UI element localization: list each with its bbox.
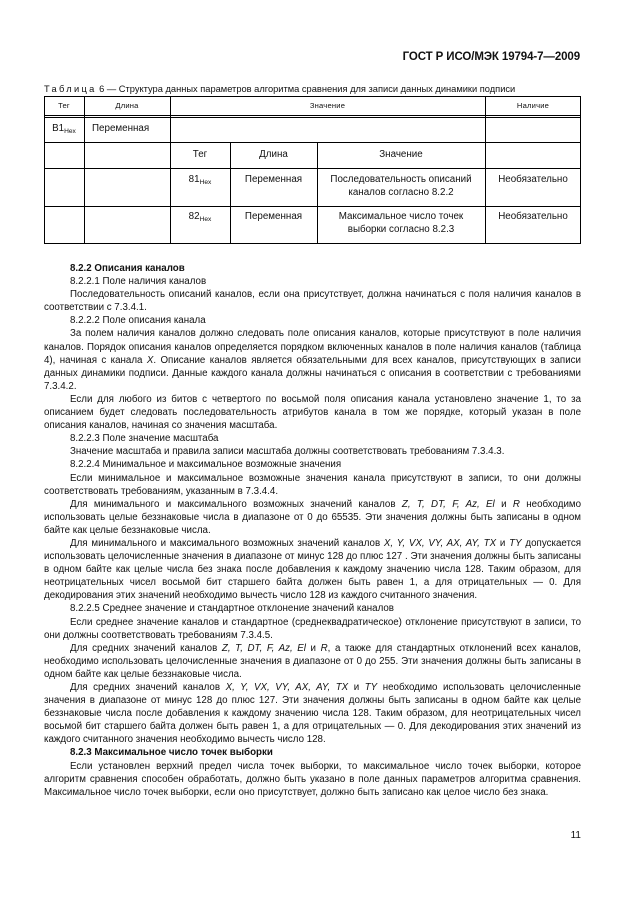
nested-header-tag: Тег	[192, 149, 208, 160]
table-caption-prefix: Таблица	[44, 84, 97, 94]
paragraph: Для минимального и максимального возможных значений каналов X, Y, VX, VY, AX, AY, TX и TY допускается использовать целочисленные значения в диапазоне от минус 128 до плюс 127 . Эти значения должны быть записаны в одном байте как целые числа без знака после добавления к каждому значению числа 128. Таким образом, для неотрицательных чисел восьмой бит старшего байта должен быть равен 1, а для отрицательных — 0. Для декодирования этих значений необходимо вычесть число 128 из каждого считанного значения.	[44, 537, 581, 602]
table-caption-number: 6	[99, 84, 105, 94]
subsection-heading-8-2-2-5: 8.2.2.5 Среднее значение и стандартное отклонение значений каналов	[70, 603, 394, 615]
paragraph: Для минимального и максимального возможных значений каналов Z, T, DT, F, Az, El и R необходимо использовать целые беззнаковые числа в диапазоне от 0 до 65535. Эти значения должны быть записаны в одном байте как целые беззнаковые числа.	[44, 498, 582, 536]
document-body	[44, 262, 581, 799]
nested-header-value: Значение	[379, 149, 423, 160]
paragraph: Для средних значений каналов Z, T, DT, F, Az, El и R, а также для стандартных отклонений всех каналов, необходимо использовать целочисленные значения в диапазоне от 0 до 255. Эти значения должны быть записаны в одном байте как целые беззнаковые числа.	[44, 642, 581, 680]
column-header-length: Длина	[115, 101, 139, 110]
nested-row-tag: $81_{Hex}$	[188, 174, 212, 186]
data-structure-table	[44, 96, 581, 244]
nested-row-presence: Необязательно	[498, 174, 568, 185]
subsection-heading-8-2-2-1: 8.2.2.1 Поле наличия каналов	[70, 276, 207, 288]
subsection-heading-8-2-2-2: 8.2.2.2 Поле описания канала	[70, 315, 206, 327]
paragraph: Значение масштаба и правила записи масштаба должны соответствовать требованиям 7.3.4.3.	[70, 446, 505, 458]
table-row-tag: $B1_{Hex}$	[52, 123, 76, 135]
column-header-tag: Тег	[58, 101, 70, 110]
paragraph: Если установлен верхний предел числа точек выборки, то максимальное число точек выборки, которое алгоритм сравнения способен обработать, должно быть указано в поле данных параметров алгоритма сравнения. Максимальное число точек выборки, если оно присутствует, должно быть записано как целое число без знака.	[44, 760, 581, 798]
subsection-heading-8-2-2-3: 8.2.2.3 Поле значение масштаба	[70, 433, 219, 445]
paragraph: Последовательность описаний каналов, если она присутствует, должна начинаться с поля наличия каналов в соответствии с 7.3.4.1.	[44, 289, 581, 314]
page-number: 11	[570, 830, 581, 841]
nested-row-presence: Необязательно	[498, 211, 568, 222]
nested-row-length: Переменная	[244, 211, 303, 222]
nested-row-length: Переменная	[244, 174, 303, 185]
nested-header-length: Длина	[259, 149, 288, 160]
table-row-length: Переменная	[92, 123, 150, 134]
column-header-presence: Наличие	[516, 101, 550, 110]
table-caption-text: — Структура данных параметров алгоритма сравнения для записи данных динамики подписи	[104, 84, 516, 94]
paragraph: Для средних значений каналов X, Y, VX, VY, AX, AY, TX и TY необходимо использовать целочисленные значения в диапазоне от минус 128 до плюс 127. Эти значения должны быть записаны в одном байте как целые беззнаковые числа после добавления к каждому значению числа 128. Таким образом, для неотрицательных чисел восьмой бит старшего байта должен быть равен 1, а для отрицательных — 0. Для декодирования этих значений из каждого считанного значения необходимо вычесть число 128.	[44, 682, 581, 746]
table-caption	[44, 84, 515, 94]
paragraph: Если минимальное и максимальное возможные значения канала присутствуют в записи, то они должны соответствовать требованиям, указанным в 7.3.4.4.	[44, 472, 581, 497]
paragraph: Если среднее значение каналов и стандартное (среднеквадратическое) отклонение присутствуют в записи, то они должны соответствовать требованиям 7.3.4.5.	[44, 616, 581, 641]
nested-row-value: Максимальное число точек выборки согласно 8.2.3	[338, 211, 464, 235]
section-heading-8-2-2: 8.2.2 Описания каналов	[70, 263, 185, 274]
paragraph: Если для любого из битов с четвертого по восьмой поля описания канала установлено значение 1, то за описанием будет следовать последовательность атрибутов канала в том же порядке, который указан в поле описания каналов, начиная со значения масштаба.	[44, 393, 581, 432]
standard-id-header: ГОСТ Р ИСО/МЭК 19794-7—2009	[402, 51, 580, 63]
nested-row-value: Последовательность описаний каналов согласно 8.2.2	[330, 174, 472, 198]
paragraph: За полем наличия каналов должно следовать поле описания каналов, которые присутствуют в поле наличия каналов. Порядок описания каналов определяется порядком включенных каналов в поле наличия каналов (таблица 4), начиная с канала X. Описание каналов является обязательными для всех каналов, присутствующих в записи данных динамики подписи. Данные каждого канала должны начинаться с описания в соответствии с требованиями 7.3.4.2.	[44, 328, 581, 392]
section-heading-8-2-3: 8.2.3 Максимальное число точек выборки	[70, 747, 273, 759]
nested-row-tag: $82_{Hex}$	[188, 211, 212, 223]
subsection-heading-8-2-2-4: 8.2.2.4 Минимальное и максимальное возможные значения	[70, 459, 342, 471]
column-header-value: Значение	[309, 101, 346, 110]
